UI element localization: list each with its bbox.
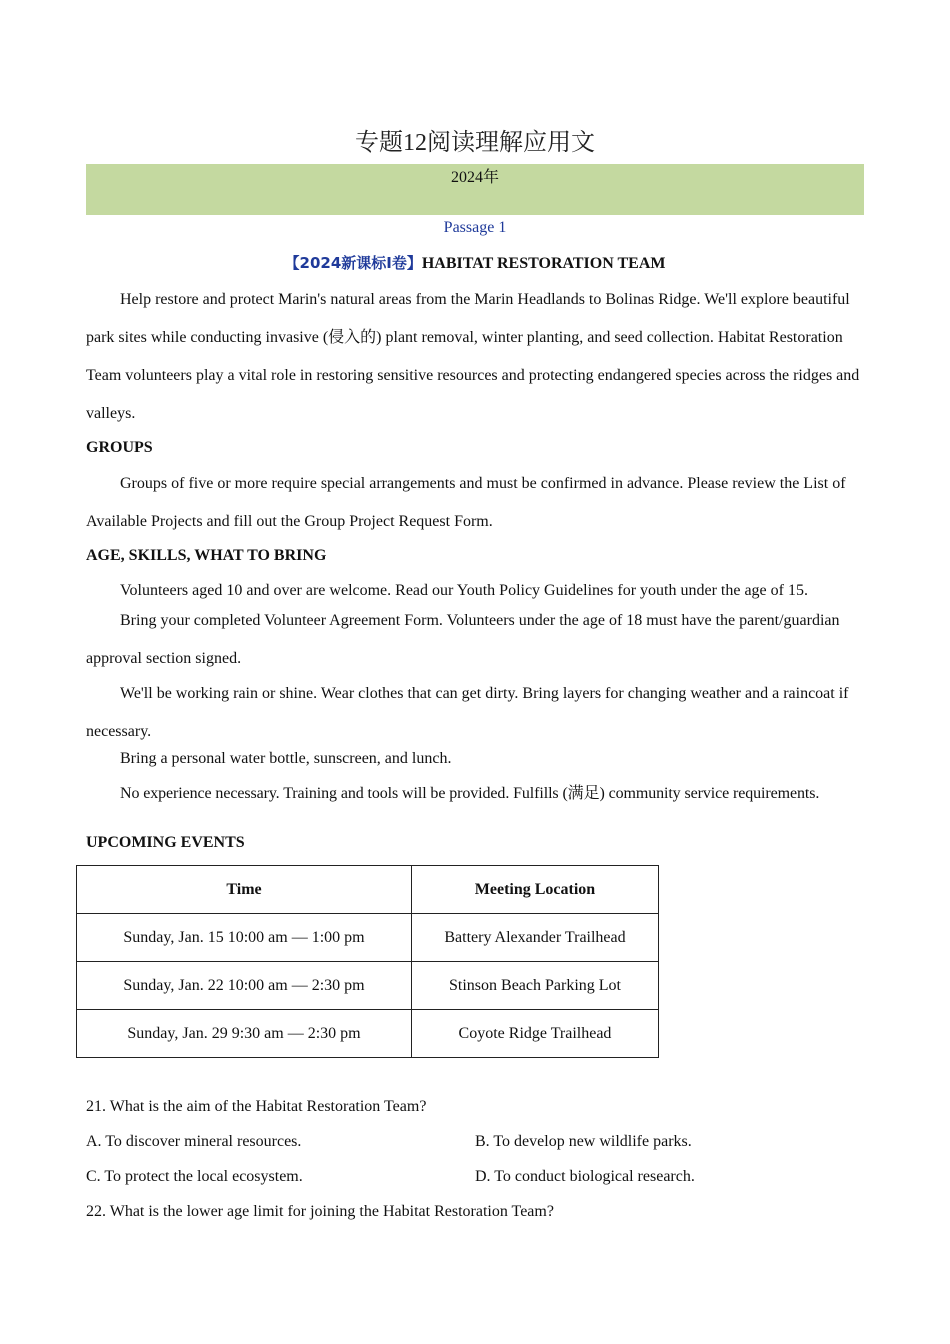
bring-paragraph: Bring a personal water bottle, sunscreen, and lunch. (120, 750, 452, 767)
column-header-location: Meeting Location (412, 866, 659, 914)
age-paragraph: Volunteers aged 10 and over are welcome. Read our Youth Policy Guidelines for youth under the age of 15. (120, 582, 808, 599)
events-table (76, 865, 659, 1058)
groups-paragraph: Groups of five or more require special arrangements and must be confirmed in advance. Please review the List of Available Projects and fill out the Group Project Request Form. (86, 475, 846, 530)
passage-title: HABITAT RESTORATION TEAM (421, 255, 666, 272)
question-21-option-b: B. To develop new wildlife parks. (475, 1133, 692, 1150)
year-band: 2024年 (86, 164, 864, 215)
groups-section (86, 437, 864, 541)
passage-label: Passage 1 (443, 219, 507, 236)
table-row (77, 1010, 659, 1058)
question-21-option-a: A. To discover mineral resources. (86, 1133, 302, 1150)
agreement-paragraph: Bring your completed Volunteer Agreement Form. Volunteers under the age of 18 must have the parent/guardian approval section signed. (86, 612, 840, 667)
document-title: 专题12阅读理解应用文 (355, 130, 595, 156)
question-21-option-d: D. To conduct biological research. (475, 1168, 695, 1185)
column-header-time: Time (77, 866, 412, 914)
table-row (77, 914, 659, 962)
age-skills-heading: AGE, SKILLS, WHAT TO BRING (86, 547, 327, 564)
groups-heading: GROUPS (86, 439, 153, 456)
experience-paragraph: No experience necessary. Training and tools will be provided. Fulfills (满足) community service requirements. (120, 785, 820, 802)
table-row (77, 962, 659, 1010)
question-21-option-c: C. To protect the local ecosystem. (86, 1168, 303, 1185)
event-time: Sunday, Jan. 15 10:00 am — 1:00 pm (77, 914, 412, 962)
passage-heading (86, 252, 864, 275)
intro-section (86, 281, 864, 433)
event-time: Sunday, Jan. 29 9:30 am — 2:30 pm (77, 1010, 412, 1058)
age-skills-section (86, 545, 864, 805)
question-21-stem: 21. What is the aim of the Habitat Restoration Team? (86, 1098, 427, 1115)
event-time: Sunday, Jan. 22 10:00 am — 2:30 pm (77, 962, 412, 1010)
events-heading: UPCOMING EVENTS (86, 834, 245, 851)
question-22-stem: 22. What is the lower age limit for joining the Habitat Restoration Team? (86, 1203, 554, 1220)
event-location: Coyote Ridge Trailhead (412, 1010, 659, 1058)
event-location: Stinson Beach Parking Lot (412, 962, 659, 1010)
events-section (86, 832, 864, 854)
intro-paragraph: Help restore and protect Marin's natural areas from the Marin Headlands to Bolinas Ridge. We'll explore beautiful park sites while conducting invasive (侵入的) plant removal, winter planting, and seed collection. Habitat Restoration Team volunteers play a vital role in restoring sensitive resources and protecting endangered species across the ridges and valleys. (86, 291, 860, 422)
table-header-row (77, 866, 659, 914)
event-location: Battery Alexander Trailhead (412, 914, 659, 962)
weather-paragraph: We'll be working rain or shine. Wear clothes that can get dirty. Bring layers for changing weather and a raincoat if necessary. (86, 685, 849, 740)
exam-source-tag: 【2024新课标Ⅰ卷】 (284, 254, 422, 272)
